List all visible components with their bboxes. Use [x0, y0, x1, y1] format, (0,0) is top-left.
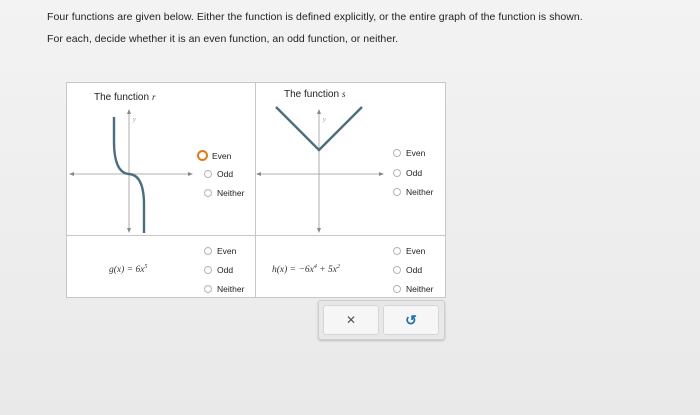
- clear-button[interactable]: [323, 305, 379, 335]
- g-option-neither[interactable]: Neither: [204, 284, 244, 294]
- h-even-radio[interactable]: [393, 247, 401, 255]
- undo-button[interactable]: [383, 305, 439, 335]
- h-odd-radio[interactable]: [393, 266, 401, 274]
- s-neither-radio[interactable]: [393, 188, 401, 196]
- svg-text:y: y: [133, 117, 136, 123]
- s-even-radio[interactable]: [393, 149, 401, 157]
- r-option-odd[interactable]: Odd: [204, 169, 233, 179]
- s-option-odd[interactable]: Odd: [393, 168, 422, 178]
- h-option-even[interactable]: Even: [393, 246, 425, 256]
- instruction-line-2: For each, decide whether it is an even function, an odd function, or neither.: [47, 33, 399, 45]
- g-even-radio[interactable]: [204, 247, 212, 255]
- close-icon: ✕: [345, 313, 357, 327]
- function-s-title: The function s: [284, 89, 346, 100]
- s-option-even[interactable]: Even: [393, 148, 425, 158]
- g-neither-radio[interactable]: [204, 285, 212, 293]
- function-s-graph: [256, 83, 445, 236]
- r-option-neither[interactable]: Neither: [204, 188, 244, 198]
- instruction-line-1: Four functions are given below. Either the function is defined explicitly, or the entire graph of the function is shown.: [47, 11, 583, 23]
- function-g-formula: $g(x) = 6x^5$: [109, 264, 148, 276]
- functions-table: [66, 82, 446, 298]
- undo-icon: ↺: [405, 311, 417, 328]
- function-r-title: The function r: [94, 92, 156, 103]
- s-odd-radio[interactable]: [393, 169, 401, 177]
- r-neither-radio[interactable]: [204, 189, 212, 197]
- h-option-odd[interactable]: Odd: [393, 265, 422, 275]
- action-button-bar: [318, 300, 445, 340]
- r-even-radio[interactable]: [197, 150, 208, 161]
- g-odd-radio[interactable]: [204, 266, 212, 274]
- h-neither-radio[interactable]: [393, 285, 401, 293]
- r-option-even[interactable]: Even: [199, 150, 231, 161]
- g-option-even[interactable]: Even: [204, 246, 236, 256]
- svg-text:y: y: [323, 117, 326, 123]
- s-option-neither[interactable]: Neither: [393, 187, 433, 197]
- r-odd-radio[interactable]: [204, 170, 212, 178]
- h-option-neither[interactable]: Neither: [393, 284, 433, 294]
- g-option-odd[interactable]: Odd: [204, 265, 233, 275]
- function-h-formula: $h(x) = -6x^4 + 5x^2$: [272, 264, 340, 276]
- function-s-cell: [256, 83, 445, 236]
